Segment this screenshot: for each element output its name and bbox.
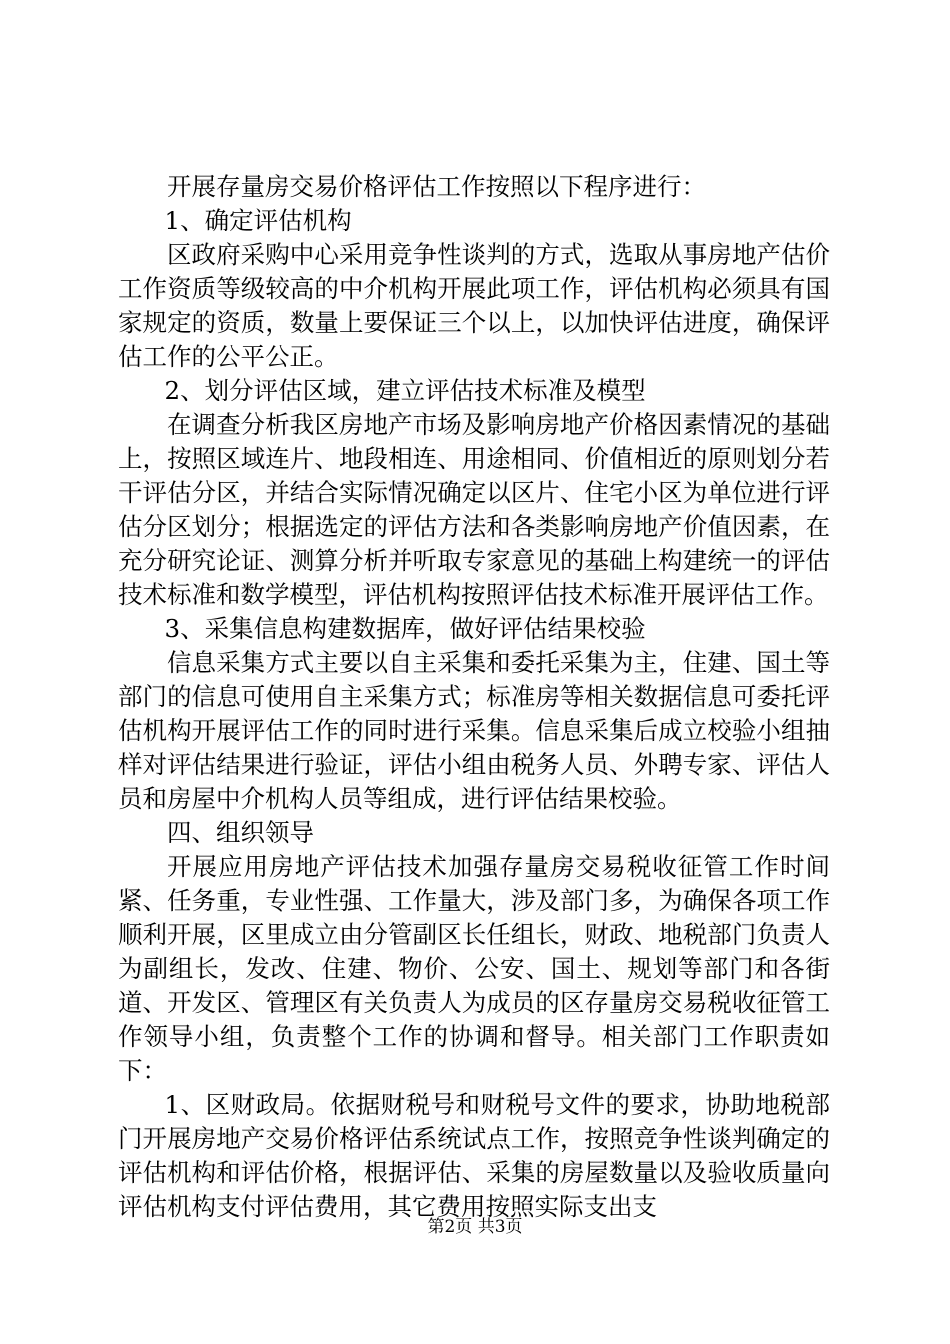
body-paragraph-3: 信息采集方式主要以自主采集和委托采集为主，住建、国土等部门的信息可使用自主采集方式；标准房等相关数据信息可委托评估机构开展评估工作的同时进行采集。信息采集后成立校验小组抽样对评估结果进行验证，评估小组由税务人员、外聘专家、评估人员和房屋中介机构人员等组成，进行评估结果校验。 <box>118 648 830 813</box>
page-number: 第2页 共3页 <box>427 1217 523 1237</box>
body-paragraph-4: 开展应用房地产评估技术加强存量房交易税收征管工作时间紧、任务重，专业性强、工作量大，涉及部门多，为确保各项工作顺利开展，区里成立由分管副区长任组长，财政、地税部门负责人为副组长，发改、住建、物价、公安、国土、规划等部门和各街道、开发区、管理区有关负责人为成员的区存量房交易税收征管工作领导小组，负责整个工作的协调和督导。相关部门工作职责如下： <box>118 852 830 1085</box>
section-heading-3: 3、采集信息构建数据库，做好评估结果校验 <box>164 614 646 643</box>
section-heading-1: 1、确定评估机构 <box>164 206 352 235</box>
body-paragraph-2: 在调查分析我区房地产市场及影响房地产价格因素情况的基础上，按照区域连片、地段相连、用途相同、价值相近的原则划分若干评估分区，并结合实际情况确定以区片、住宅小区为单位进行评估分区划分；根据选定的评估方法和各类影响房地产价值因素，在充分研究论证、测算分析并听取专家意见的基础上构建统一的评估技术标准和数学模型，评估机构按照评估技术标准开展评估工作。 <box>118 410 830 609</box>
body-paragraph-5: 1、区财政局。依据财税号和财税号文件的要求，协助地税部门开展房地产交易价格评估系统试点工作，按照竞争性谈判确定的评估机构和评估价格，根据评估、采集的房屋数量以及验收质量向评估机构支付评估费用，其它费用按照实际支出支 <box>118 1090 830 1221</box>
body-paragraph-1: 区政府采购中心采用竞争性谈判的方式，选取从事房地产估价工作资质等级较高的中介机构开展此项工作，评估机构必须具有国家规定的资质，数量上要保证三个以上，以加快评估进度，确保评估工作的公平公正。 <box>118 240 830 371</box>
section-heading-2: 2、划分评估区域，建立评估技术标准及模型 <box>164 376 646 405</box>
intro-paragraph: 开展存量房交易价格评估工作按照以下程序进行： <box>167 172 706 201</box>
document-body <box>118 170 830 1224</box>
section-heading-4: 四、组织领导 <box>167 818 314 847</box>
